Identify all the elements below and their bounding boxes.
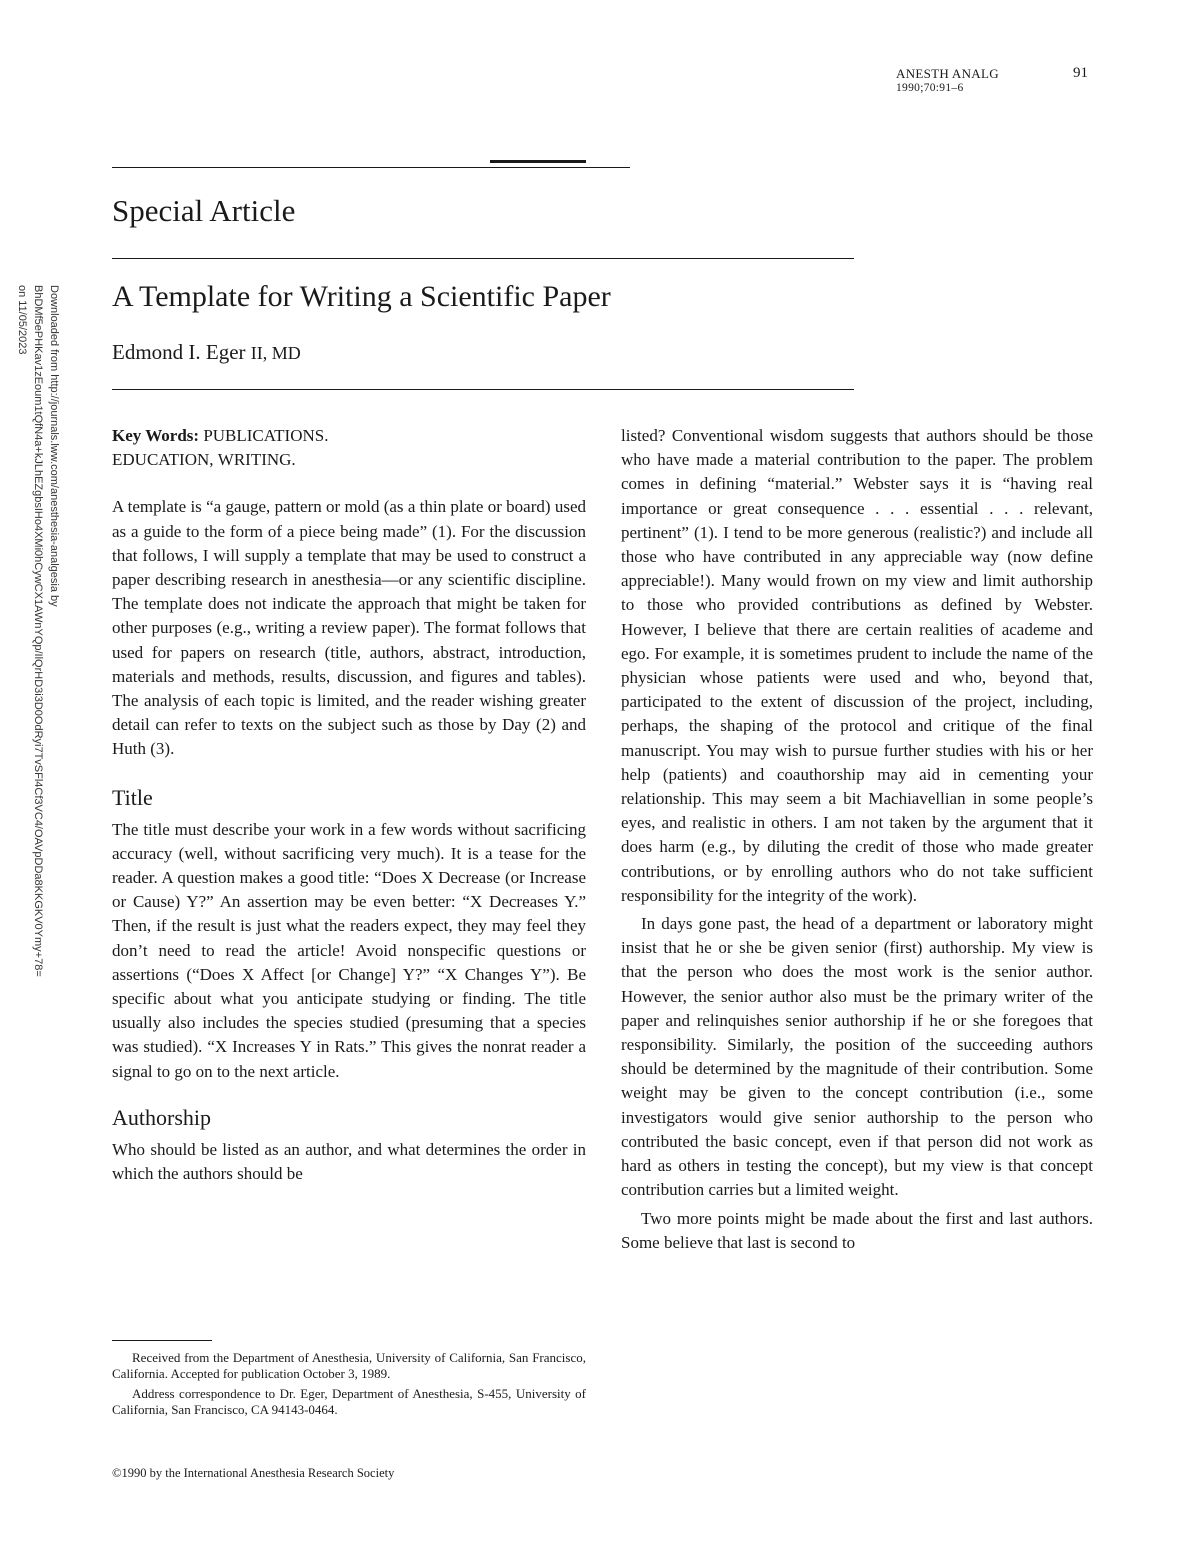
footnotes	[112, 1350, 586, 1422]
title-paragraph: The title must describe your work in a few words without sacrificing accuracy (well, without sacrificing very much). It is a tease for the reader. A question makes a good title: “Does X Decrease (or Increase or Cause) Y?” An assertion may be even better: “X Decreases Y.” Then, if the result is just what the readers expect, they may feel they don’t need to read the article! Avoid nonspecific questions or assertions (“Does X Affect [or Change] Y?” “X Changes Y”). Be specific about what you anticipate studying or finding. The title usually also includes the species studied (presuming that a species was studied). “X Increases Y in Rats.” This gives the nonrat reader a signal to go on to the next article.	[112, 819, 586, 1081]
right-column	[621, 424, 1093, 1255]
authorship-heading: Authorship	[112, 1104, 211, 1130]
received-footnote: Received from the Department of Anesthesia, University of California, San Francisco, California. Accepted for publication October 3, 1989.	[112, 1350, 586, 1381]
address-footnote: Address correspondence to Dr. Eger, Department of Anesthesia, S-455, University of California, San Francisco, CA 94143-0464.	[112, 1386, 586, 1417]
article-title: A Template for Writing a Scientific Paper	[112, 280, 611, 313]
left-column	[112, 424, 586, 1186]
keywords-label: Key Words:	[112, 426, 200, 445]
senior-authorship-paragraph: In days gone past, the head of a department or laboratory might insist that he or she be given senior (first) authorship. My view is that the person who does the most work is the senior author. However, the senior author also must be the primary writer of the paper and relinquishes senior authorship if he or she foregoes that responsibility. Similarly, the position of the succeeding authors should be determined by the magnitude of their contribution. Some weight may be given to the concept contribution (i.e., some investigators would give senior authorship to the person who contributed the basic concept, even if that person did not work as hard as others in testing the concept), but my view is that concept contribution carries but a limited weight.	[621, 914, 1093, 1200]
top-rule	[112, 167, 630, 168]
author-line	[112, 340, 301, 365]
journal-name: ANESTH ANALG	[896, 66, 999, 81]
intro-paragraph: A template is “a gauge, pattern or mold (as a thin plate or board) used as a guide to the form of a piece being made” (1). For the discussion that follows, I will supply a template that may be used to construct a paper describing research in anesthesia—or any scientific discipline. The template does not indicate the approach that might be taken for other purposes (e.g., writing a review paper). The format follows that used for papers on research (title, authors, abstract, introduction, materials and methods, results, discussion, and figures and tables). The analysis of each topic is limited, and the reader wishing greater detail can refer to texts on the subject such as those by Day (2) and Huth (3).	[112, 497, 586, 759]
authorship-continued-paragraph: listed? Conventional wisdom suggests that authors should be those who have made a material contribution to the paper. The problem comes in defining “material.” Webster says it is “having real importance or great consequence . . . essential . . . relevant, pertinent” (1). I tend to be more generous (realistic?) and include all those who have contributed in any appreciable way (now define appreciable!). Many would frown on my view and limit authorship to those who provided contributions as defined by Webster. However, I believe that there are certain realities of academe and ego. For example, it is sometimes prudent to include the name of the physician whose patients were used and who, beyond that, participated to the extent of discussion of the project, including, perhaps, the shaping of the protocol and critique of the final manuscript. You may wish to pursue further studies with his or her help (patients) and coauthorship may aid in cementing your relationship. This may seem a bit Machiavellian in some people’s eyes, and realistic in others. I am not taken by the argument that it does harm (e.g., by diluting the credit of those who made greater contributions, or by enrolling authors who do not take sufficient responsibility for the integrity of the work).	[621, 426, 1093, 905]
journal-header	[896, 66, 999, 96]
journal-citation: 1990;70:91–6	[896, 82, 964, 94]
author-name: Edmond I. Eger	[112, 340, 246, 364]
footnote-rule	[112, 1340, 212, 1341]
author-degrees: II, MD	[250, 343, 301, 363]
title-heading: Title	[112, 784, 153, 810]
download-watermark: Downloaded from http://journals.lww.com/anesthesia-analgesia by BhDMf5ePHKav1zEoum1tQfN4a+kJLhEZgbsIHo4XMi0hCywCX1AWnYQp/IlQrHD3i3D0OdRyi7TvSFl4Cf3VC4/OAVpDDa8KKGKV0Ymy+78= on 11/05/2023	[16, 285, 60, 977]
section-label: Special Article	[112, 193, 296, 228]
keywords-line1: PUBLICATIONS.	[203, 426, 329, 445]
keywords-line2b: WRITING.	[217, 450, 296, 470]
authorship-paragraph: Who should be listed as an author, and what determines the order in which the authors should be	[112, 1139, 586, 1184]
copyright-line: ©1990 by the International Anesthesia Research Society	[112, 1466, 395, 1480]
keywords-line2a: EDUCATION,	[112, 450, 214, 470]
first-last-authors-paragraph: Two more points might be made about the first and last authors. Some believe that last is second to	[621, 1208, 1093, 1252]
title-rule-upper	[112, 258, 854, 259]
title-rule-lower	[112, 389, 854, 390]
keywords	[112, 424, 586, 472]
top-rule-accent	[490, 160, 586, 163]
page-number: 91	[1073, 65, 1088, 81]
